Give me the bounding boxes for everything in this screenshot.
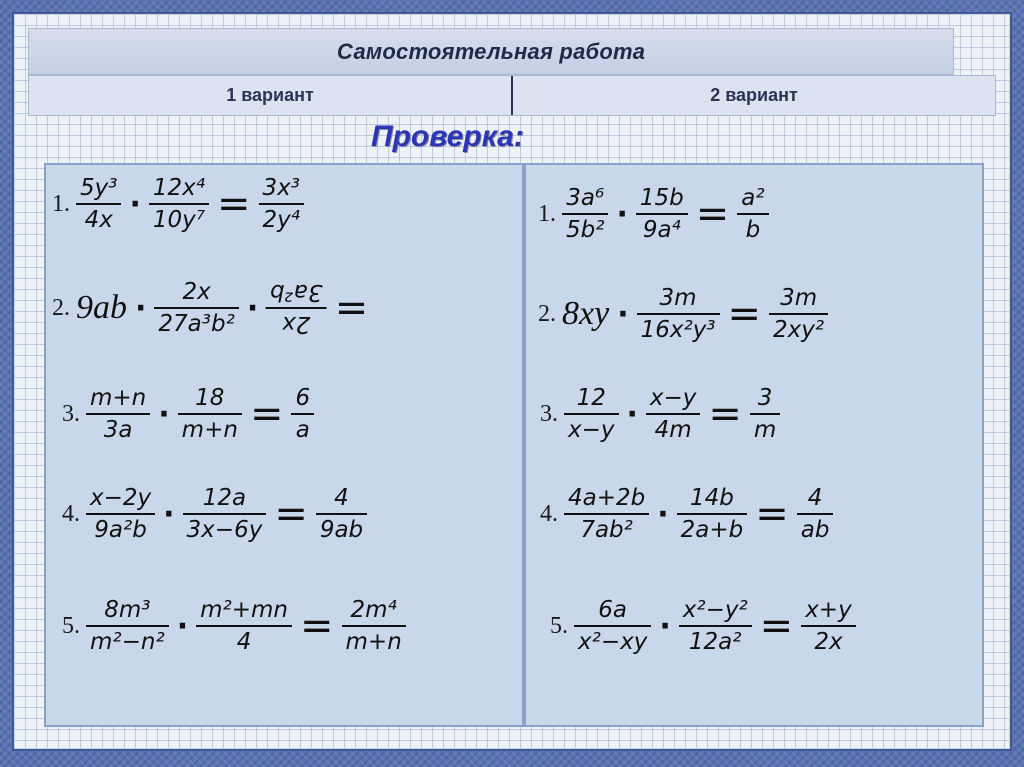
result-fraction <box>291 383 314 445</box>
result-fraction <box>769 283 828 345</box>
fraction <box>574 595 651 657</box>
equation-row <box>52 173 308 235</box>
result-fraction <box>797 483 834 545</box>
multiply-sign: · <box>246 290 259 326</box>
equation-row <box>540 383 784 445</box>
equals-sign: = <box>755 491 789 537</box>
fraction <box>677 483 748 545</box>
result-fraction <box>737 183 768 245</box>
result-fraction <box>266 277 327 339</box>
multiply-sign: · <box>659 608 671 644</box>
fraction <box>149 173 209 235</box>
denominator: 10y⁷ <box>152 207 205 233</box>
variant-header <box>28 75 996 116</box>
title-bar <box>28 28 954 75</box>
numerator: 3m <box>780 285 818 311</box>
denominator: x²−xy <box>578 629 648 655</box>
denominator: 12a² <box>688 629 742 655</box>
numerator: 4 <box>334 485 349 511</box>
numerator: 2x <box>182 279 211 305</box>
equation-row <box>62 383 318 445</box>
numerator: 4 <box>807 485 823 511</box>
equation-number: 3. <box>540 400 558 427</box>
equation-number: 2. <box>52 294 70 321</box>
numerator: 12 <box>576 385 606 411</box>
fraction <box>679 595 752 657</box>
numerator: 14b <box>690 485 734 511</box>
result-fraction <box>750 383 780 445</box>
equation-number: 5. <box>550 612 568 639</box>
fraction <box>564 483 649 545</box>
numerator: m+n <box>90 385 147 411</box>
numerator: 12a <box>202 485 247 511</box>
denominator: 3a²b <box>270 279 323 305</box>
variant-1-answers <box>44 163 524 727</box>
multiply-sign: · <box>163 496 175 532</box>
numerator: a² <box>741 185 765 211</box>
numerator: x+y <box>805 597 852 623</box>
multiply-sign: · <box>135 290 147 326</box>
numerator: 5y³ <box>80 175 118 201</box>
equation-row <box>62 595 410 657</box>
denominator: 2xy² <box>773 317 825 343</box>
equation-number: 3. <box>62 400 80 427</box>
numerator: 8m³ <box>104 597 151 623</box>
multiply-sign: · <box>158 396 170 432</box>
denominator: 4 <box>236 629 252 655</box>
equation-number: 1. <box>52 190 70 217</box>
fraction <box>86 595 169 657</box>
fraction <box>86 383 150 445</box>
fraction <box>196 595 292 657</box>
equals-sign: = <box>300 603 334 649</box>
denominator: m+n <box>345 629 402 655</box>
numerator: 18 <box>195 385 225 411</box>
denominator: 2y⁴ <box>262 207 300 233</box>
fraction <box>636 183 688 245</box>
fraction <box>178 383 242 445</box>
equals-sign: = <box>695 191 730 237</box>
monomial: 9ab <box>76 289 127 326</box>
numerator: 15b <box>639 185 684 211</box>
numerator: 6a <box>598 597 628 623</box>
fraction <box>76 173 121 235</box>
equation-row <box>540 483 837 545</box>
multiply-sign: · <box>129 186 141 222</box>
equation-number: 4. <box>540 500 558 527</box>
fraction <box>154 277 238 339</box>
fraction <box>183 483 267 545</box>
equals-sign: = <box>759 603 794 649</box>
equals-sign: = <box>216 181 251 227</box>
monomial: 8xy <box>562 295 610 332</box>
denominator: 4x <box>84 207 113 233</box>
mirrored-fraction <box>262 277 331 339</box>
numerator: x²−y² <box>682 597 748 623</box>
multiply-sign: · <box>616 196 628 232</box>
equals-sign: = <box>708 391 742 437</box>
numerator: 12x⁴ <box>152 175 205 201</box>
numerator: 2m⁴ <box>350 597 397 623</box>
denominator: 9ab <box>319 517 364 543</box>
denominator: 9a⁴ <box>642 217 681 243</box>
variant-2-label: 2 вариант <box>710 85 798 105</box>
denominator: 7ab² <box>580 517 633 543</box>
multiply-sign: · <box>626 396 638 432</box>
fraction <box>646 383 701 445</box>
equals-sign: = <box>249 391 284 437</box>
denominator: 27a³b² <box>158 311 235 337</box>
result-fraction <box>316 483 367 545</box>
denominator: 9a²b <box>94 517 147 543</box>
fraction <box>564 383 619 445</box>
variant-1-label: 1 вариант <box>29 76 513 115</box>
multiply-sign: · <box>176 608 189 644</box>
equals-sign: = <box>727 291 762 337</box>
denominator: 4m <box>654 417 692 443</box>
denominator: m²−n² <box>90 629 165 655</box>
equation-row <box>538 183 773 245</box>
denominator: ab <box>800 517 830 543</box>
denominator: b <box>745 217 761 243</box>
fraction <box>562 183 608 245</box>
fraction <box>637 283 720 345</box>
numerator: 3x³ <box>262 175 300 201</box>
equation-number: 1. <box>538 200 556 227</box>
check-heading: Проверка: <box>371 120 524 153</box>
denominator: 3a <box>103 417 133 443</box>
denominator: 2a+b <box>680 517 744 543</box>
equation-row <box>550 595 860 657</box>
numerator: 4a+2b <box>568 485 646 511</box>
denominator: x−y <box>568 417 615 443</box>
equals-sign: = <box>334 285 369 331</box>
equation-number: 2. <box>538 300 556 327</box>
equation-row <box>62 483 371 545</box>
equals-sign: = <box>274 491 308 537</box>
result-fraction <box>342 595 406 657</box>
numerator: 3m <box>659 285 697 311</box>
multiply-sign: · <box>617 296 629 332</box>
page-title: Самостоятельная работа <box>336 38 646 64</box>
result-fraction <box>801 595 856 657</box>
equation-number: 4. <box>62 500 80 527</box>
variant-2-answers <box>524 163 984 727</box>
denominator: m+n <box>181 417 238 443</box>
denominator: 16x²y³ <box>640 317 716 343</box>
multiply-sign: · <box>657 496 669 532</box>
equation-number: 5. <box>62 612 80 639</box>
numerator: m²+mn <box>200 597 288 623</box>
numerator: 3a⁶ <box>566 185 605 211</box>
equation-row <box>538 283 832 345</box>
fraction <box>86 483 155 545</box>
denominator: a <box>295 417 310 443</box>
numerator: 3 <box>757 385 773 411</box>
equation-row <box>52 277 372 339</box>
denominator: 5b² <box>566 217 605 243</box>
numerator: 2x <box>282 311 311 337</box>
denominator: m <box>753 417 777 443</box>
denominator: 3x−6y <box>186 517 263 543</box>
numerator: x−2y <box>90 485 152 511</box>
result-fraction <box>259 173 304 235</box>
numerator: x−y <box>649 385 697 411</box>
numerator: 6 <box>295 385 311 411</box>
denominator: 2x <box>814 629 843 655</box>
